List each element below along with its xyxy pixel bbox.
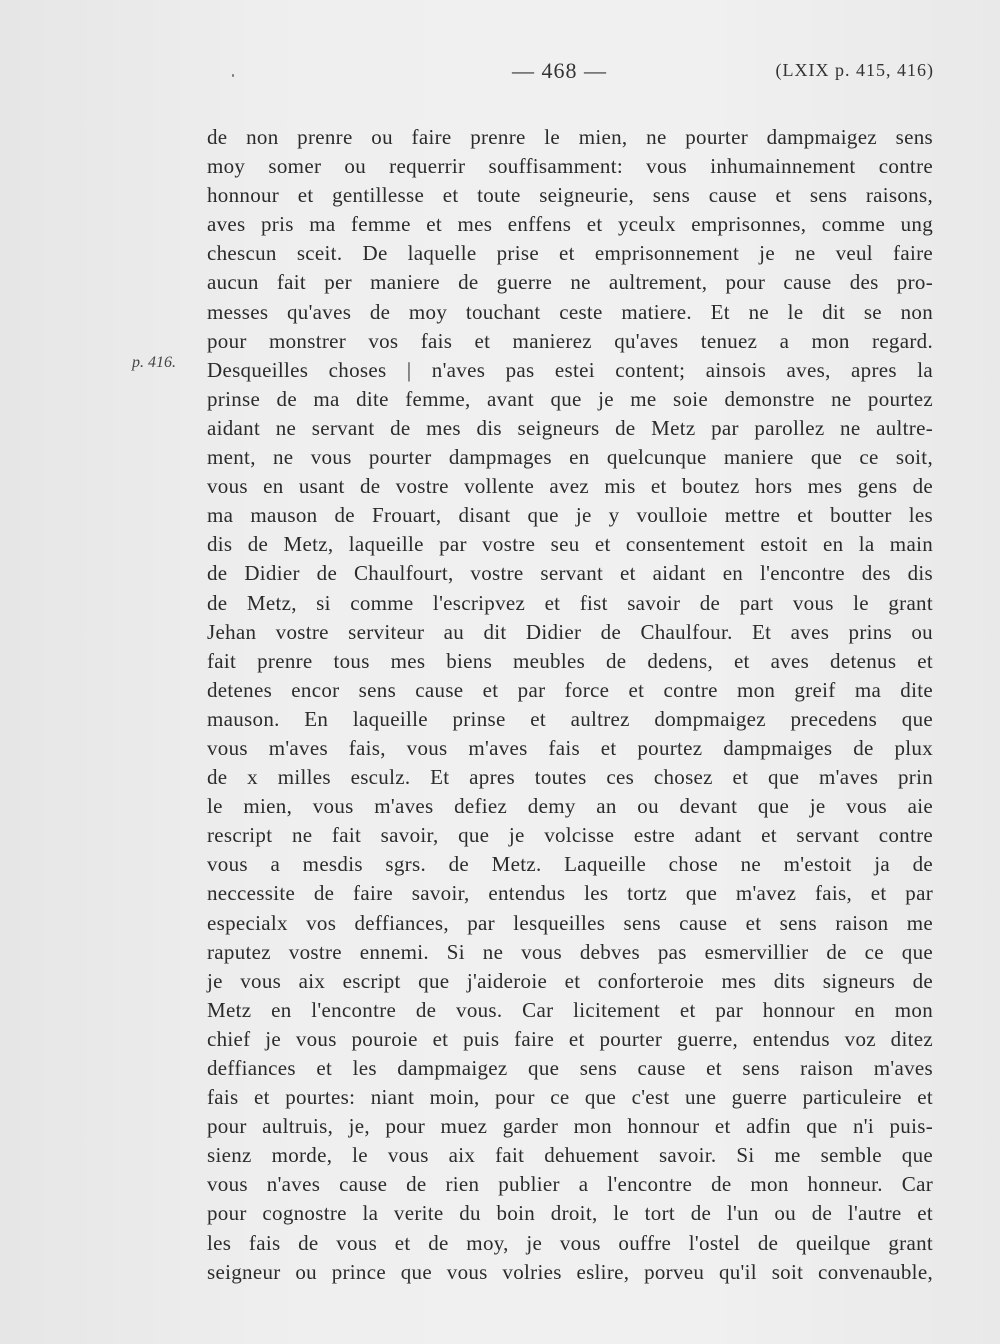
text-line: chief je vous pouroie et puis faire et pourter guerre, entendus voz ditez	[207, 1026, 933, 1051]
text-line: mauson. En laqueille prinse et aultrez dompmaigez precedens que	[207, 706, 933, 731]
text-line: deffiances et les dampmaigez que sens cause et sens raison m'aves	[207, 1056, 933, 1080]
text-line: aidant ne servant de mes dis seigneurs de Metz par parollez ne aultre-	[207, 415, 933, 440]
text-line: Desqueilles choses | n'aves pas estei content; ainsois aves, apres la	[207, 357, 933, 382]
text-line: raputez vostre ennemi. Si ne vous debves pas esmervillier de ce que	[207, 939, 933, 964]
text-line: sienz morde, le vous aix fait dehuement savoir. Si me semble que	[207, 1143, 933, 1168]
text-line: de Didier de Chaulfourt, vostre servant et aidant en l'encontre des dis	[207, 561, 933, 586]
text-line: vous n'aves cause de rien publier a l'encontre de mon honneur. Car	[207, 1172, 933, 1197]
text-line: le mien, vous m'aves defiez demy an ou devant que je vous aie	[207, 794, 933, 819]
text-line: Metz en l'encontre de vous. Car licitement et par honnour en mon	[207, 997, 933, 1022]
text-line: de Metz, si comme l'escripvez et fist savoir de part vous le grant	[207, 590, 933, 615]
text-line: ment, ne vous pourter dampmages en quelcunque maniere que ce soit,	[207, 445, 933, 470]
text-line: honnour et gentillesse et toute seigneurie, sens cause et sens raisons,	[207, 183, 933, 208]
margin-page-reference: p. 416.	[132, 354, 176, 371]
running-head: (LXIX p. 415, 416)	[775, 60, 934, 80]
text-line: ma mauson de Frouart, disant que je y voulloie mettre et boutter les	[207, 503, 933, 528]
text-line: aves pris ma femme et mes enffens et yceulx emprisonnes, comme ung	[207, 212, 933, 237]
text-line: chescun sceit. De laquelle prise et emprisonnement je ne veul faire	[207, 241, 933, 266]
text-line: Jehan vostre serviteur au dit Didier de Chaulfour. Et aves prins ou	[207, 619, 933, 644]
text-line: pour cognostre la verite du boin droit, le tort de l'un ou de l'autre et	[207, 1201, 933, 1226]
page-header	[0, 58, 1000, 88]
text-line: de x milles esculz. Et apres toutes ces chosez et que m'aves prin	[207, 765, 933, 790]
text-line: je vous aix escript que j'aideroie et conforteroie mes dits signeurs de	[207, 968, 933, 993]
text-line: seigneur ou prince que vous volries eslire, porveu qu'il soit convenauble,	[207, 1259, 933, 1284]
text-line: especialx vos deffiances, par lesqueilles sens cause et sens raison me	[207, 910, 933, 935]
text-line: detenes encor sens cause et par force et contre mon greif ma dite	[207, 677, 933, 702]
text-line: neccessite de faire savoir, entendus les tortz que m'avez fais, et par	[207, 881, 933, 906]
text-line: pour aultruis, je, pour muez garder mon honnour et adfin que n'i puis-	[207, 1114, 933, 1139]
text-line: rescript ne fait savoir, que je volcisse estre adant et servant contre	[207, 823, 933, 848]
text-line: vous a mesdis sgrs. de Metz. Laqueille chose ne m'estoit ja de	[207, 852, 933, 877]
text-line: fait prenre tous mes biens meubles de dedens, et aves detenus et	[207, 648, 933, 673]
text-line: vous en usant de vostre vollente avez mis et boutez hors mes gens de	[207, 474, 933, 499]
text-line: dis de Metz, laqueille par vostre seu et consentement estoit en la main	[207, 532, 933, 557]
text-line: de non prenre ou faire prenre le mien, ne pourter dampmaigez sens	[207, 125, 933, 149]
text-line: pour monstrer vos fais et manierez qu'aves tenuez a mon regard.	[207, 328, 933, 353]
text-line: aucun fait per maniere de guerre ne aultrement, pour cause des pro-	[207, 270, 933, 295]
text-line: vous m'aves fais, vous m'aves fais et pourtez dampmaiges de plux	[207, 735, 933, 760]
text-line: messes qu'aves de moy touchant ceste matiere. Et ne le dit se non	[207, 299, 933, 324]
body-text	[207, 123, 933, 1287]
text-line: les fais de vous et de moy, je vous ouffre l'ostel de queilque grant	[207, 1230, 933, 1255]
text-line: fais et pourtes: niant moin, pour ce que c'est une guerre particuleire et	[207, 1085, 933, 1110]
text-line: prinse de ma dite femme, avant que je me soie demonstre ne pourtez	[207, 386, 933, 411]
page-number: — 468 —	[512, 58, 607, 83]
text-line: moy somer ou requerrir souffisamment: vous inhumainnement contre	[207, 154, 933, 179]
